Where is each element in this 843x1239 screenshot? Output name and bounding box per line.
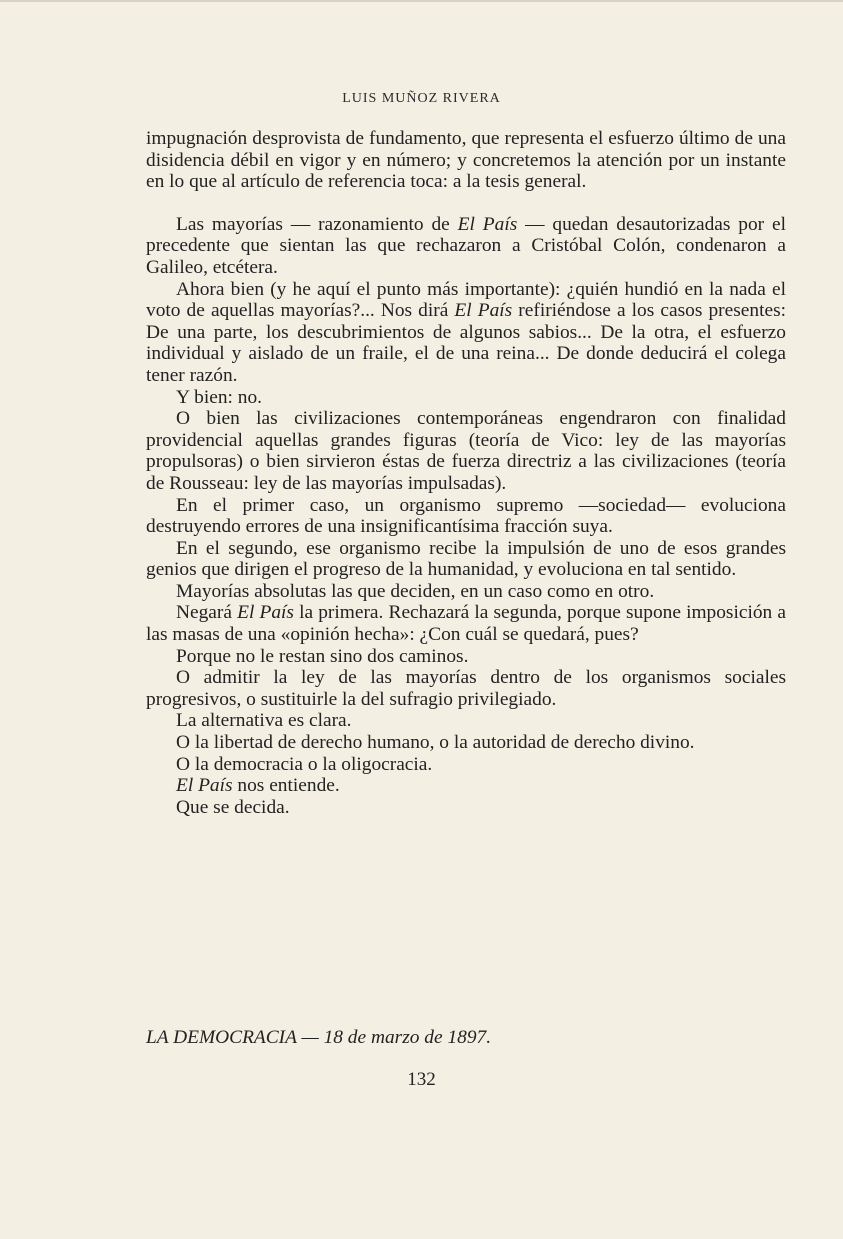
paragraph-8: Mayorías absolutas las que deciden, en un caso como en otro. [176, 580, 655, 602]
newspaper-title: El País [454, 300, 513, 322]
newspaper-title: El País [176, 775, 233, 797]
running-header: LUIS MUÑOZ RIVERA [342, 91, 501, 106]
paragraph-15: El País nos entiende. [176, 775, 340, 797]
newspaper-title: El País [457, 213, 518, 235]
paragraph-9: Negará El País la primera. Rechazará la segunda, porque supone imposición a las masas de una «opinión hecha»: ¿Con cuál se quedará, pues? [146, 602, 786, 646]
paragraph-10: Porque no le restan sino dos caminos. [176, 645, 469, 667]
signoff-dateline: LA DEMOCRACIA — 18 de marzo de 1897. [146, 1027, 492, 1048]
page-number: 132 [407, 1069, 436, 1090]
paragraph-4: Y bien: no. [176, 386, 262, 408]
paragraph-1: impugnación desprovista de fundamento, que representa el esfuerzo último de una disidencia débil en vigor y en número; y concretemos la atención por un instante en lo que al artículo de referencia toca: a la tesis general. [146, 128, 786, 193]
paragraph-5: O bien las civilizaciones contemporáneas engendraron con finalidad providencial aquellas grandes figuras (teoría de Vico: ley de las mayorías propulsoras) o bien sirvieron éstas de fuerza directriz a las civilizaciones (teoría de Rousseau: ley de las mayorías impulsadas). [146, 408, 786, 494]
paragraph-13: O la libertad de derecho humano, o la autoridad de derecho divino. [176, 732, 695, 754]
newspaper-title: El País [237, 602, 294, 624]
paragraph-gap [146, 193, 786, 214]
paragraph-12: La alternativa es clara. [176, 710, 352, 732]
paragraph-3: Ahora bien (y he aquí el punto más importante): ¿quién hundió en la nada el voto de aquellas mayorías?... Nos dirá El País refiriéndose a los casos presentes: De una parte, los descubrimientos de algunos sabios... De la otra, el esfuerzo individual y aislado de un fraile, el de una reina... De donde deducirá el colega tener razón. [146, 278, 786, 386]
paragraph-16: Que se decida. [176, 796, 290, 818]
paragraph-6: En el primer caso, un organismo supremo —sociedad— evoluciona destruyendo errores de una insignificantísima fracción suya. [146, 494, 786, 538]
paragraph-14: O la democracia o la oligocracia. [176, 753, 433, 775]
paragraph-11: O admitir la ley de las mayorías dentro de los organismos sociales progresivos, o sustituirle la del sufragio privilegiado. [146, 667, 786, 710]
body-text [146, 128, 786, 818]
paragraph-7: En el segundo, ese organismo recibe la impulsión de uno de esos grandes genios que dirigen el progreso de la humanidad, y evoluciona en tal sentido. [146, 537, 786, 581]
top-edge [0, 0, 843, 2]
paragraph-2: Las mayorías — razonamiento de El País — quedan desautorizadas por el precedente que sientan las que rechazaron a Cristóbal Colón, condenaron a Galileo, etcétera. [146, 213, 787, 278]
